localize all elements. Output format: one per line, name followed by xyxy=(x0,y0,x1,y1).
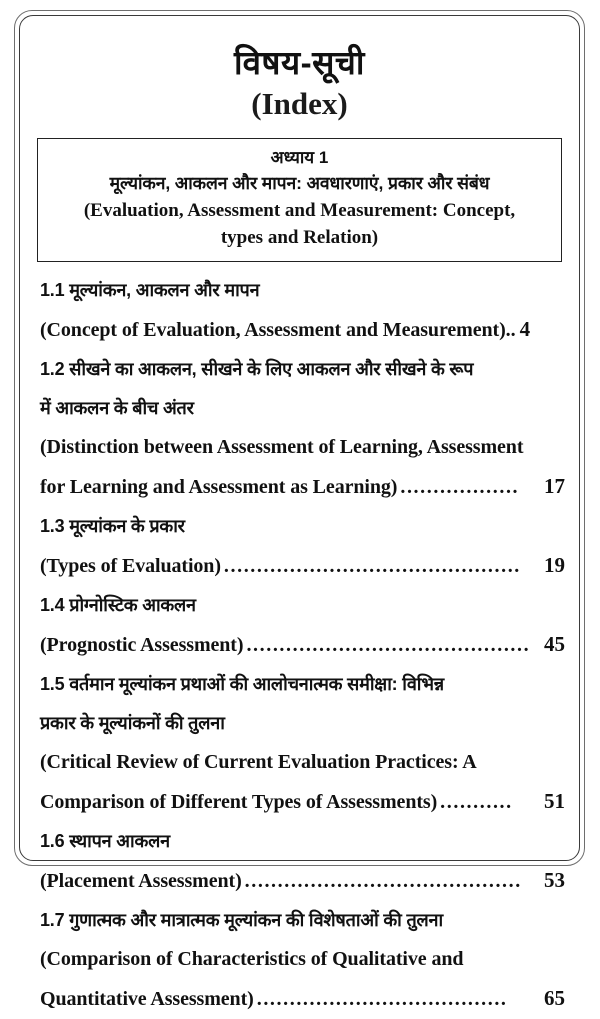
toc-entry-leader-row xyxy=(40,782,565,822)
toc-entry-leader-row xyxy=(40,625,565,665)
toc-entry-hindi-line: 1.5 वर्तमान मूल्यांकन प्रथाओं की आलोचनात्मक समीक्षा: विभिन्न xyxy=(40,674,444,694)
chapter-number: अध्याय 1 xyxy=(270,148,329,167)
toc-entry-hindi-line: में आकलन के बीच अंतर xyxy=(40,398,194,418)
toc-entry-leader-row xyxy=(40,861,565,901)
toc-entry-leader-row xyxy=(40,546,565,586)
toc-entry-english-last-line: (Concept of Evaluation, Assessment and Measurement) xyxy=(40,319,506,341)
toc-entry-hindi-line: 1.1 मूल्यांकन, आकलन और मापन xyxy=(40,280,260,300)
toc-entry-hindi-line: 1.2 सीखने का आकलन, सीखने के लिए आकलन और सीखने के रूप xyxy=(40,359,474,379)
page-title-hindi: विषय-सूची xyxy=(234,44,365,81)
toc-entry-leader-row xyxy=(40,310,565,350)
chapter-heading-english-line2: types and Relation) xyxy=(220,227,379,248)
toc-entry-english-last-line: (Types of Evaluation) xyxy=(40,555,221,577)
toc-entry-hindi-line: 1.7 गुणात्मक और मात्रात्मक मूल्यांकन की विशेषताओं की तुलना xyxy=(40,910,443,930)
page-content xyxy=(19,15,580,1010)
toc-entry-english-last-line: (Prognostic Assessment) xyxy=(40,634,244,656)
toc-entry-english-line: (Distinction between Assessment of Learning, Assessment xyxy=(40,436,524,458)
toc-entry-english-last-line: Comparison of Different Types of Assessments) xyxy=(40,791,438,813)
toc-dot-leader: ............................................. xyxy=(223,555,521,577)
toc-entry[interactable] xyxy=(40,350,565,507)
toc-entry[interactable] xyxy=(40,822,565,901)
toc-page-number: 4 xyxy=(519,317,531,341)
toc-page-number: 65 xyxy=(544,986,565,1010)
toc-page-number: 19 xyxy=(544,553,565,577)
toc-entry-hindi-line: 1.3 मूल्यांकन के प्रकार xyxy=(40,516,185,536)
toc-entry[interactable] xyxy=(40,586,565,665)
toc-page-number: 51 xyxy=(544,789,565,813)
chapter-heading-box xyxy=(37,138,562,262)
toc-dot-leader: .......................................... xyxy=(244,870,522,892)
toc-dot-leader: ...................................... xyxy=(256,988,508,1010)
toc-page-number: 53 xyxy=(544,868,565,892)
chapter-heading-english-line1: (Evaluation, Assessment and Measurement: Concept, xyxy=(83,200,516,221)
toc-page-number: 45 xyxy=(544,632,565,656)
toc-entry-hindi-line: प्रकार के मूल्यांकनों की तुलना xyxy=(40,713,225,733)
toc-entry-english-last-line: for Learning and Assessment as Learning) xyxy=(40,476,398,498)
toc-entry[interactable] xyxy=(40,271,565,350)
toc-entry-leader-row xyxy=(40,467,565,507)
toc-entry-english-line: (Comparison of Characteristics of Qualitative and xyxy=(40,948,464,970)
table-of-contents xyxy=(32,271,567,1019)
toc-dot-leader: ........................................... xyxy=(246,634,531,656)
toc-page-number: 17 xyxy=(544,474,565,498)
toc-dot-leader: .................. xyxy=(400,476,520,498)
toc-entry[interactable] xyxy=(40,901,565,1019)
chapter-heading-hindi: मूल्यांकन, आकलन और मापन: अवधारणाएं, प्रकार और संबंध xyxy=(109,173,490,193)
toc-entry-english-line: (Critical Review of Current Evaluation Practices: A xyxy=(40,751,477,773)
page-title-english: (Index) xyxy=(251,86,348,121)
toc-entry[interactable] xyxy=(40,507,565,586)
toc-dot-leader: ........... xyxy=(440,791,513,813)
toc-entry-english-last-line: (Placement Assessment) xyxy=(40,870,242,892)
toc-entry[interactable] xyxy=(40,665,565,822)
toc-entry-english-last-line: Quantitative Assessment) xyxy=(40,988,254,1010)
toc-dot-leader: .. xyxy=(505,319,516,341)
toc-entry-hindi-line: 1.6 स्थापन आकलन xyxy=(40,831,170,851)
toc-entry-hindi-line: 1.4 प्रोग्नोस्टिक आकलन xyxy=(40,595,196,615)
toc-entry-leader-row xyxy=(40,979,565,1019)
